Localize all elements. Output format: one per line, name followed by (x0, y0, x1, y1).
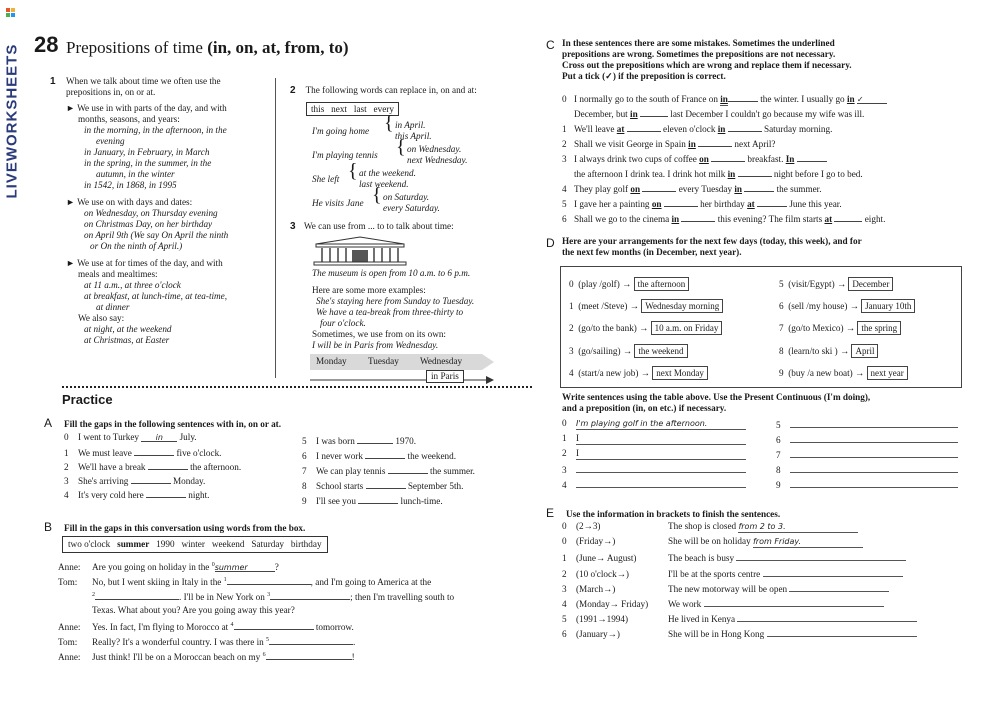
brand-strip (2, 6, 22, 216)
exercise-c: C In these sentences there are some mistakes. Sometimes the underlined prepositions are wrong. Sometimes the prepositions are not necessary. Cross out the prepositions which are wrong and replace them if necessary. Put a tick (✓) if the preposition is correct. (546, 38, 852, 81)
day-tuesday: Tuesday (368, 356, 399, 366)
answer-field[interactable] (270, 590, 350, 600)
answer-field[interactable] (728, 122, 762, 132)
answer-field[interactable]: I (576, 448, 746, 460)
s2-intro: The following words can replace in, on and at: (305, 85, 477, 95)
answer-field[interactable] (576, 463, 746, 473)
answer-field[interactable] (681, 212, 715, 222)
answer-field[interactable] (790, 433, 958, 443)
answer-field[interactable] (704, 597, 884, 607)
answer-field[interactable] (269, 635, 353, 645)
answer-field[interactable] (763, 567, 903, 577)
arrangements-table: 0 (play /golf) → the afternoon 1 (meet /Steve) → Wednesday morning 2 (go/to the bank) → 10 a.m. on Friday 3 (go/sailing) → the weekend 4 (start/a new job) → next Monday 5 (visit/Egypt) → December 6 (sell /my house) → January 10th 7 (go/to Mexico) → the spring 8 (learn/to ski ) → April 9 (buy /a new boat) → next year (560, 266, 962, 388)
exercise-c-items: 0 I normally go to the south of France on in the winter. I usually go in ✓ December, but in last December I couldn't go because my wife was ill. 1 We'll leave at eleven o'clock in Saturday morning. 2 Shall we visit George in Spain in next April? 3 I always drink two cups of coffee on breakfast. In the afternoon I drink tea. I drink hot milk in night before I go to bed. 4 They play golf on every Tuesday in the summer. 5 I gave her a painting on her birthday at June this year. 6 Shall we go to the cinema in this evening? The film starts at eight. (562, 94, 886, 224)
practice-divider (62, 386, 532, 388)
answer-field[interactable]: from Friday. (753, 536, 863, 548)
exercise-d-write-right: 5 6 7 8 9 (776, 418, 966, 493)
answer-field[interactable] (711, 152, 745, 162)
answer-field[interactable] (366, 479, 406, 489)
answer-field[interactable] (234, 620, 314, 630)
answer-field[interactable] (627, 122, 661, 132)
answer-field[interactable]: in (141, 432, 177, 442)
day-wednesday: Wednesday (420, 356, 463, 366)
section-2: 2 The following words can replace in, on and at: this next last every (290, 85, 477, 114)
exercise-a-right: 5 I was born 1970. 6 I never work the weekend. 7 We can play tennis the summer. 8 School starts September 5th. 9 I'll see you lunch-time. (302, 436, 475, 506)
answer-field[interactable]: from 2 to 3. (738, 521, 858, 533)
column-divider (275, 78, 276, 378)
exercise-b-word-box: two o'clock summer 1990 winter weekend Saturday birthday (62, 536, 328, 553)
answer-field[interactable] (266, 650, 352, 660)
s2-word-box: this next last every (306, 104, 399, 115)
answer-field[interactable] (576, 478, 746, 488)
answer-field[interactable] (789, 582, 889, 592)
practice-heading: Practice (62, 392, 113, 407)
answer-field[interactable]: I'm playing golf in the afternoon. (576, 418, 746, 430)
exercise-e-items: 0 (2→3) The shop is closed from 2 to 3. 0 (Friday→) She will be on holiday from Friday. 1 (June→ August) The beach is busy 2 (10 o'clock→) I'll be at the sports centre 3 (March→) The new motorway will be open 4 (Monday→ Friday) We work 5 (1991→1994) He lived in Kenya 6 (January→) She will be in Hong Kong (562, 521, 982, 643)
exercise-a: A Fill the gaps in the following sentences with in, on or at. (44, 416, 282, 430)
answer-field[interactable] (357, 434, 393, 444)
exercise-b-conversation: Anne: Are you going on holiday in the $^0$summer ? Tom: No, but I went skiing in Italy in the $^1$ , and I'm going to America at the $^2$ . I'll be in New York on $^3$ ; then I'm travelling south to Texas. What about you? Are you going away this year? Anne: Yes. In fact, I'm flying to Morocco at $^4$ tomorrow. Tom: Really? It's a wonderful country. I was there in $^5$ . Anne: Just think! I'll be on a Moroccan beach on my $^6$ ! (58, 562, 455, 663)
answer-field[interactable]: I (576, 433, 746, 445)
answer-field[interactable] (146, 488, 186, 498)
answer-field[interactable] (790, 448, 958, 458)
brand-name: LIVEWORKSHEETS (3, 43, 21, 199)
exercise-b: B Fill in the gaps in this conversation using words from the box. (44, 520, 306, 534)
section-1 (50, 76, 265, 346)
section-1-number: 1 (50, 76, 56, 87)
page-title: Prepositions of time (in, on, at, from, to) (66, 38, 349, 57)
exercise-a-left: 0 I went to Turkey in July. 1 We must leave five o'clock. 2 We'll have a break the afternoon. 3 She's arriving Monday. 4 It's very cold here night. (64, 432, 242, 500)
answer-field[interactable] (767, 627, 917, 637)
exercise-d: D Here are your arrangements for the next few days (today, this week), and for the next few months (in December, next year). (546, 236, 862, 257)
answer-field[interactable] (744, 182, 774, 192)
answer-field[interactable] (728, 92, 758, 102)
answer-field[interactable] (738, 167, 772, 177)
answer-field[interactable] (737, 612, 917, 622)
place-label: in Paris (426, 370, 464, 383)
answer-field[interactable] (358, 494, 398, 504)
section-3-body: The museum is open from 10 a.m. to 6 p.m. Here are some more examples: She's staying here from Sunday to Tuesday. We have a tea-break from three-thirty to four o'clock. Sometimes, we use from on its own: I will be in Paris from Wednesday. (312, 268, 475, 350)
answer-field[interactable] (95, 590, 179, 600)
museum-building-icon (312, 236, 408, 266)
exercise-e: E Use the information in brackets to finish the sentences. (546, 506, 781, 520)
answer-field[interactable] (664, 197, 698, 207)
s1-intro-line: When we talk about time we often use the (66, 76, 221, 86)
answer-field[interactable] (790, 463, 958, 473)
answer-field[interactable] (131, 474, 171, 484)
answer-field[interactable] (365, 449, 405, 459)
page-number: 28 (34, 32, 59, 57)
answer-field[interactable] (640, 107, 668, 117)
answer-field[interactable]: summer (215, 562, 275, 572)
answer-field[interactable] (790, 478, 958, 488)
exercise-d-write-left: 0 I'm playing golf in the afternoon. 1 I 2 I 3 4 (562, 418, 752, 493)
s1-bullet-2: ► We use on with days and dates: on Wednesday, on Thursday evening on Christmas Day, on her birthday on April 9th (We say On April the ninth or On the ninth of April.) (66, 197, 229, 251)
answer-field[interactable] (790, 418, 958, 428)
answer-field[interactable] (736, 551, 906, 561)
answer-field[interactable]: ✓ (857, 94, 887, 104)
answer-field[interactable] (757, 197, 787, 207)
answer-field[interactable] (834, 212, 862, 222)
exercise-d-write-instr: Write sentences using the table above. Use the Present Continuous (I'm doing), and a preposition (in, on etc.) if necessary. (562, 392, 871, 413)
answer-field[interactable] (148, 460, 188, 470)
answer-field[interactable] (134, 446, 174, 456)
s1-intro-line: prepositions in, on or at. (66, 87, 156, 97)
answer-field[interactable] (642, 182, 676, 192)
day-monday: Monday (316, 356, 347, 366)
answer-field[interactable] (797, 152, 827, 162)
answer-field[interactable] (698, 137, 732, 147)
s1-bullet-1: ► We use in with parts of the day, and with months, seasons, and years: in the morning, in the afternoon, in the evening in January, in February, in March in the spring, in the summer, in the autumn, in the winter in 1542, in 1868, in 1995 (66, 103, 227, 190)
section-3-heading: 3 We can use from ... to to talk about time: (290, 221, 454, 232)
answer-field[interactable] (388, 464, 428, 474)
answer-field[interactable] (227, 575, 311, 585)
s2-examples: I'm going home { in April. this April. I'm playing tennis { on Wednesday. next Wednesday. She left { at the weekend. last weekend. He visits Jane { on Saturday. every Saturday. (312, 112, 468, 213)
s1-bullet-3: ► We use at for times of the day, and with meals and mealtimes: at 11 a.m., at three o'clock at breakfast, at lunch-time, at tea-time, at dinner We also say: at night, at the weekend at Christmas, at Easter (66, 258, 228, 345)
